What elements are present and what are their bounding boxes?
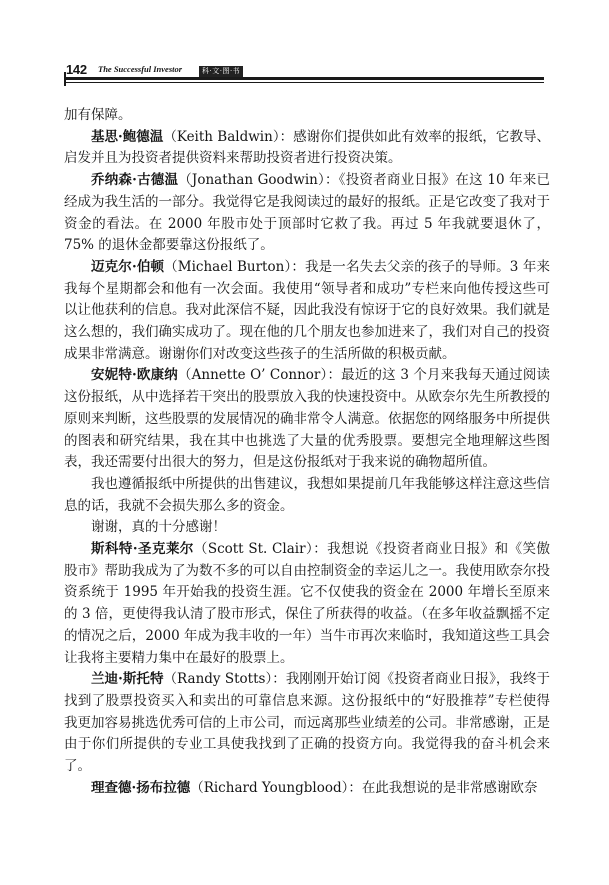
series-label: 科·文·图·书 xyxy=(199,66,243,77)
paragraph-text: 我也遵循报纸中所提供的出售建议，我想如果提前几年我能够这样注意这些信息的话，我就不会损失那么多的资金。 xyxy=(64,475,550,514)
testimonial-paragraph xyxy=(64,170,550,257)
speaker-name: 乔纳森·古德温 xyxy=(91,172,179,189)
testimonial-paragraph xyxy=(64,778,550,800)
paragraph-text: （Randy Stotts）：我刚刚开始订阅《投资者商业日报》，我终于找到了股票投资买入和卖出的可靠信息来源。这份报纸中的“好股推荐”专栏使得我更加容易挑选优秀可信的上市公司，而远离那些业绩差的公司。非常感谢，正是由于你们所提供的专业工具使我找到了正确的投资方向。我觉得我的奋斗机会来了。 xyxy=(64,671,551,775)
testimonial-paragraph xyxy=(64,669,550,778)
speaker-name: 安妮特·欧康纳 xyxy=(91,367,178,384)
paragraph-text: （Michael Burton）：我是一名失去父亲的孩子的导师。3 年来我每个星期都会和他有一次会面。我使用“领导者和成功”专栏来向他传授这些可以让他获利的信息。我对此深信不疑，因此我没有惊讶于它的良好效果。我们就是这么想的，我们确实成功了。现在他的几个朋友也参加进来了，我们对自己的投资成果非常满意。谢谢你们对改变这些孩子的生活所做的积极贡献。 xyxy=(64,258,550,362)
header-rule-thick xyxy=(64,77,544,80)
page-header xyxy=(64,52,544,86)
speaker-name: 斯科特·圣克莱尔 xyxy=(91,541,194,558)
paragraph-text: （Keith Baldwin）：感谢你们提供如此有效率的报纸，它教导、启发并且为投资者提供资料来帮助投资者进行投资决策。 xyxy=(64,128,550,167)
testimonial-paragraph xyxy=(64,257,550,366)
testimonial-paragraph xyxy=(64,127,550,170)
testimonial-paragraph xyxy=(64,539,550,669)
page-number: 142 xyxy=(66,62,87,77)
paragraph-text: （Jonathan Goodwin）：《投资者商业日报》在这 10 年来已经成为我生活的一部分。我觉得它是我阅读过的最好的报纸。正是它改变了我对于资金的看法。在 2000 年股市处于顶部时它救了我。再过 5 年我就要退休了，75% 的退休金都要靠这份报纸了。 xyxy=(64,172,550,254)
paragraph-text: （Richard Youngblood）：在此我想说的是非常感谢欧奈 xyxy=(190,779,538,796)
header-rule-thin xyxy=(64,82,544,83)
paragraph-text: 加有保障。 xyxy=(64,107,132,123)
paragraph-text: （Scott St. Clair）：我想说《投资者商业日报》和《笑傲股市》帮助我成为了为数不多的可以自由控制资金的幸运儿之一。我使用欧奈尔投资系统于 1995 年开始我的投资生涯。它不仅使我的资金在 2000 年增长至原来的 3 倍，更使得我认清了股市形式，保住了所获得的收益。（在多年收益飘摇不定的情况之后，2000 年成为我丰收的一年）当牛市再次来临时，我知道这些工具会让我将主要精力集中在最好的股票上。 xyxy=(64,541,550,666)
book-title: The Successful Investor xyxy=(98,64,183,74)
paragraph-continuation xyxy=(64,105,550,127)
speaker-name: 理查德·扬布拉德 xyxy=(91,779,191,796)
speaker-name: 兰迪·斯托特 xyxy=(91,671,164,688)
paragraph xyxy=(64,517,550,539)
paragraph xyxy=(64,474,550,517)
paragraph-text: （Annette O’ Connor）：最近的这 3 个月来我每天通过阅读这份报纸，从中选择若干突出的股票放入我的快速投资中。从欧奈尔先生所教授的原则来判断，这些股票的发展情况的确非常令人满意。依据您的网络服务中所提供的图表和研究结果，我在其中也挑选了大量的优秀股票。要想完全地理解这些图表，我还需要付出很大的努力，但是这份报纸对于我来说的确物超所值。 xyxy=(64,367,550,471)
paragraph-text: 谢谢，真的十分感谢！ xyxy=(91,519,226,536)
page-body xyxy=(64,105,550,800)
testimonial-paragraph xyxy=(64,365,550,474)
speaker-name: 基思·鲍德温 xyxy=(91,128,164,145)
speaker-name: 迈克尔·伯顿 xyxy=(91,258,165,275)
